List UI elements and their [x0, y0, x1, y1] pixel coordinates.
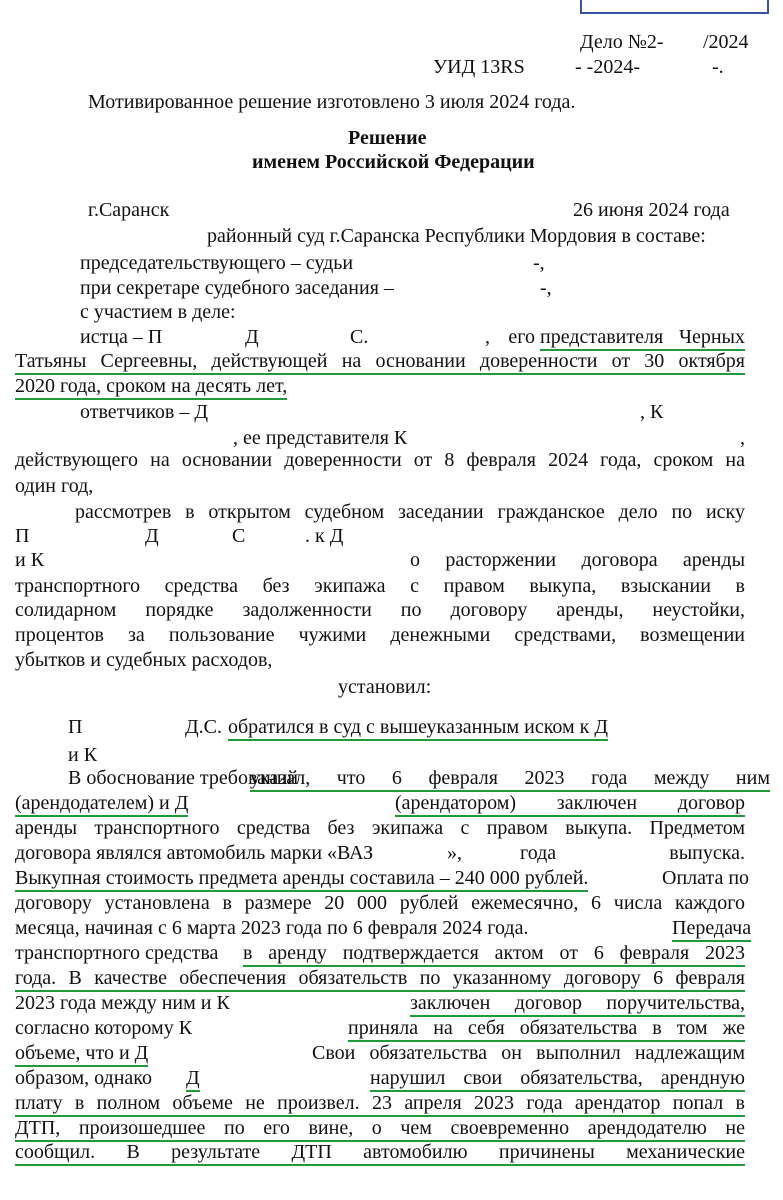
text-line	[15, 474, 93, 498]
text-line	[243, 941, 745, 965]
highlighted-text: (арендатором) заключен договор	[395, 792, 745, 817]
text-segment: УИД 13RS	[433, 56, 525, 78]
text-segment: председательствующего – судьи	[80, 252, 354, 274]
text-line	[245, 325, 259, 349]
text-line	[672, 916, 751, 940]
text-segment: С	[232, 525, 246, 547]
text-line	[15, 648, 272, 672]
text-line	[15, 623, 745, 647]
text-line	[640, 400, 663, 424]
text-line	[232, 524, 245, 548]
text-segment: с участием в деле:	[80, 301, 236, 323]
text-segment: С.	[350, 326, 369, 348]
text-segment: г.Саранск	[88, 199, 170, 221]
text-line	[15, 791, 188, 815]
document-heading	[252, 150, 535, 174]
text-segment: ,	[740, 427, 745, 449]
document-heading	[348, 126, 427, 150]
text-line	[15, 548, 44, 572]
text-segment: при секретаре судебного заседания –	[80, 277, 394, 299]
highlighted-text: ДТП, произошедшее по его вине, о чем своевременно арендодателю не	[15, 1117, 745, 1142]
text-segment: П	[15, 525, 30, 547]
text-line	[80, 251, 353, 275]
text-line	[186, 1066, 200, 1090]
text-segment: 2023 года между ним и К	[15, 992, 230, 1014]
text-segment: Д	[245, 326, 259, 348]
text-line	[15, 841, 373, 865]
text-segment: солидарном порядке задолженности по договору аренды, неустойки,	[15, 599, 745, 621]
text-line	[573, 198, 730, 222]
text-segment: и К	[68, 744, 98, 766]
text-line	[703, 30, 749, 54]
highlighted-text: в аренду подтверждается актом от 6 февраля 2023	[243, 942, 745, 967]
text-line	[540, 325, 745, 349]
text-line	[370, 1066, 745, 1090]
text-line	[80, 276, 394, 300]
text-segment: установил:	[338, 676, 432, 698]
text-segment: /2024	[703, 31, 749, 53]
text-segment: -,	[533, 252, 545, 274]
text-segment: , ее представителя К	[233, 427, 408, 449]
text-segment: действующего на основании доверенности от 8 февраля 2024 года, сроком на	[15, 449, 745, 471]
text-line	[533, 251, 545, 275]
highlighted-text: Д	[186, 1067, 200, 1092]
text-line	[740, 426, 745, 450]
text-line	[80, 300, 236, 324]
text-line	[410, 548, 745, 572]
text-line	[350, 325, 368, 349]
text-line	[338, 675, 431, 699]
text-segment: -.	[712, 56, 724, 78]
text-segment: -,	[540, 277, 552, 299]
text-segment: . к Д	[305, 525, 344, 547]
text-segment: о расторжении договора аренды	[410, 549, 745, 571]
text-segment: года выпуска.	[520, 842, 745, 864]
text-segment: Д.С.	[185, 716, 222, 738]
text-line	[15, 1116, 745, 1140]
text-line	[145, 524, 159, 548]
text-line	[233, 426, 407, 450]
highlighted-text: Выкупная стоимость предмета аренды составила – 240 000 рублей.	[15, 867, 588, 892]
text-line	[185, 715, 222, 739]
text-segment: транспортного средства	[15, 942, 219, 964]
text-line	[485, 325, 535, 349]
highlighted-text: года. В качестве обеспечения обязательств по указанному договору 6 февраля	[15, 967, 745, 992]
text-line	[662, 866, 749, 890]
highlighted-text: заключен договор поручительства,	[410, 992, 745, 1017]
text-line	[15, 1016, 192, 1040]
text-segment: Решение	[348, 127, 427, 149]
highlighted-text: указал, что 6 февраля 2023 года между ним	[250, 767, 770, 792]
text-segment: и К	[15, 549, 45, 571]
text-segment: транспортного средства без экипажа с правом выкупа, взыскании в	[15, 575, 745, 597]
text-segment: Свои обязательства он выполнил надлежащим	[312, 1042, 745, 1064]
text-segment: П	[68, 716, 83, 738]
text-line	[15, 598, 745, 622]
text-segment: Оплата по	[662, 867, 750, 889]
text-line	[540, 276, 552, 300]
text-line	[75, 500, 745, 524]
text-line	[68, 743, 97, 767]
text-segment: убытков и судебных расходов,	[15, 649, 273, 671]
highlighted-text: представителя Черных	[540, 326, 745, 351]
text-line	[15, 891, 745, 915]
text-line	[520, 841, 745, 865]
text-segment: именем Российской Федерации	[252, 151, 535, 173]
text-segment: Дело №2-	[580, 31, 664, 53]
text-line	[228, 715, 608, 739]
text-segment: процентов за пользование чужими денежными средствами, возмещении	[15, 624, 745, 646]
text-line	[15, 1140, 745, 1164]
highlighted-text: Передача	[672, 917, 751, 942]
text-line	[80, 400, 208, 424]
text-segment: истца – П	[80, 326, 163, 348]
text-segment: районный суд г.Саранска Республики Мордовия в составе:	[207, 225, 706, 247]
text-segment: согласно которому К	[15, 1017, 193, 1039]
text-line	[312, 1041, 745, 1065]
text-line	[88, 198, 169, 222]
text-segment: , его	[485, 326, 535, 348]
text-line	[15, 816, 745, 840]
text-line	[305, 524, 343, 548]
text-segment: один год,	[15, 475, 94, 497]
highlighted-text: нарушил свои обязательства, арендную	[370, 1067, 745, 1092]
highlighted-text: обратился в суд с вышеуказанным иском к Д	[228, 716, 608, 741]
text-segment: »,	[447, 842, 462, 864]
text-line	[447, 841, 462, 865]
text-line	[15, 574, 745, 598]
text-line	[575, 55, 640, 79]
text-line	[88, 90, 575, 114]
text-segment: аренды транспортного средства без экипажа с правом выкупа. Предметом	[15, 817, 745, 839]
text-line	[250, 766, 770, 790]
text-line	[712, 55, 724, 79]
text-line	[15, 966, 745, 990]
highlighted-text: Татьяны Сергеевны, действующей на основании доверенности от 30 октября	[15, 350, 745, 375]
text-line	[15, 1041, 148, 1065]
text-segment: Д	[145, 525, 159, 547]
text-line	[348, 1016, 745, 1040]
text-line	[207, 224, 706, 248]
text-segment: рассмотрев в открытом судебном заседании гражданское дело по иску	[75, 501, 745, 523]
text-line	[395, 791, 745, 815]
text-line	[15, 991, 230, 1015]
text-segment: договору установлена в размере 20 000 рублей ежемесячно, 6 числа каждого	[15, 892, 745, 914]
text-segment: ответчиков – Д	[80, 401, 208, 423]
text-line	[15, 524, 29, 548]
text-segment: , К	[640, 401, 664, 423]
text-line	[433, 55, 525, 79]
text-segment: 26 июня 2024 года	[573, 199, 730, 221]
highlighted-text: приняла на себя обязательства в том же	[348, 1017, 745, 1042]
text-line	[15, 1091, 745, 1115]
text-segment: Мотивированное решение изготовлено 3 июля 2024 года.	[88, 91, 576, 113]
highlighted-text: плату в полном объеме не произвел. 23 апреля 2023 года арендатор попал в	[15, 1092, 745, 1117]
text-line	[580, 30, 664, 54]
text-line	[80, 325, 162, 349]
highlighted-text: 2020 года, сроком на десять лет,	[15, 375, 287, 400]
text-line	[15, 374, 287, 398]
text-line	[15, 448, 745, 472]
highlighted-text: (арендодателем) и Д	[15, 792, 188, 817]
text-line	[15, 866, 588, 890]
highlighted-text: объеме, что и Д	[15, 1042, 148, 1067]
text-line	[15, 349, 745, 373]
text-line	[15, 916, 528, 940]
text-segment: образом, однако	[15, 1067, 152, 1089]
text-segment: В обоснование требований	[68, 767, 299, 789]
stamp	[580, 0, 769, 14]
text-line	[410, 991, 745, 1015]
text-line	[15, 1066, 152, 1090]
text-segment: договора являлся автомобиль марки «ВАЗ	[15, 842, 374, 864]
text-line	[15, 941, 218, 965]
highlighted-text: сообщил. В результате ДТП автомобилю причинены механические	[15, 1141, 745, 1166]
text-segment: - -2024-	[575, 56, 640, 78]
text-segment: месяца, начиная с 6 марта 2023 года по 6 февраля 2024 года.	[15, 917, 529, 939]
text-line	[68, 715, 82, 739]
